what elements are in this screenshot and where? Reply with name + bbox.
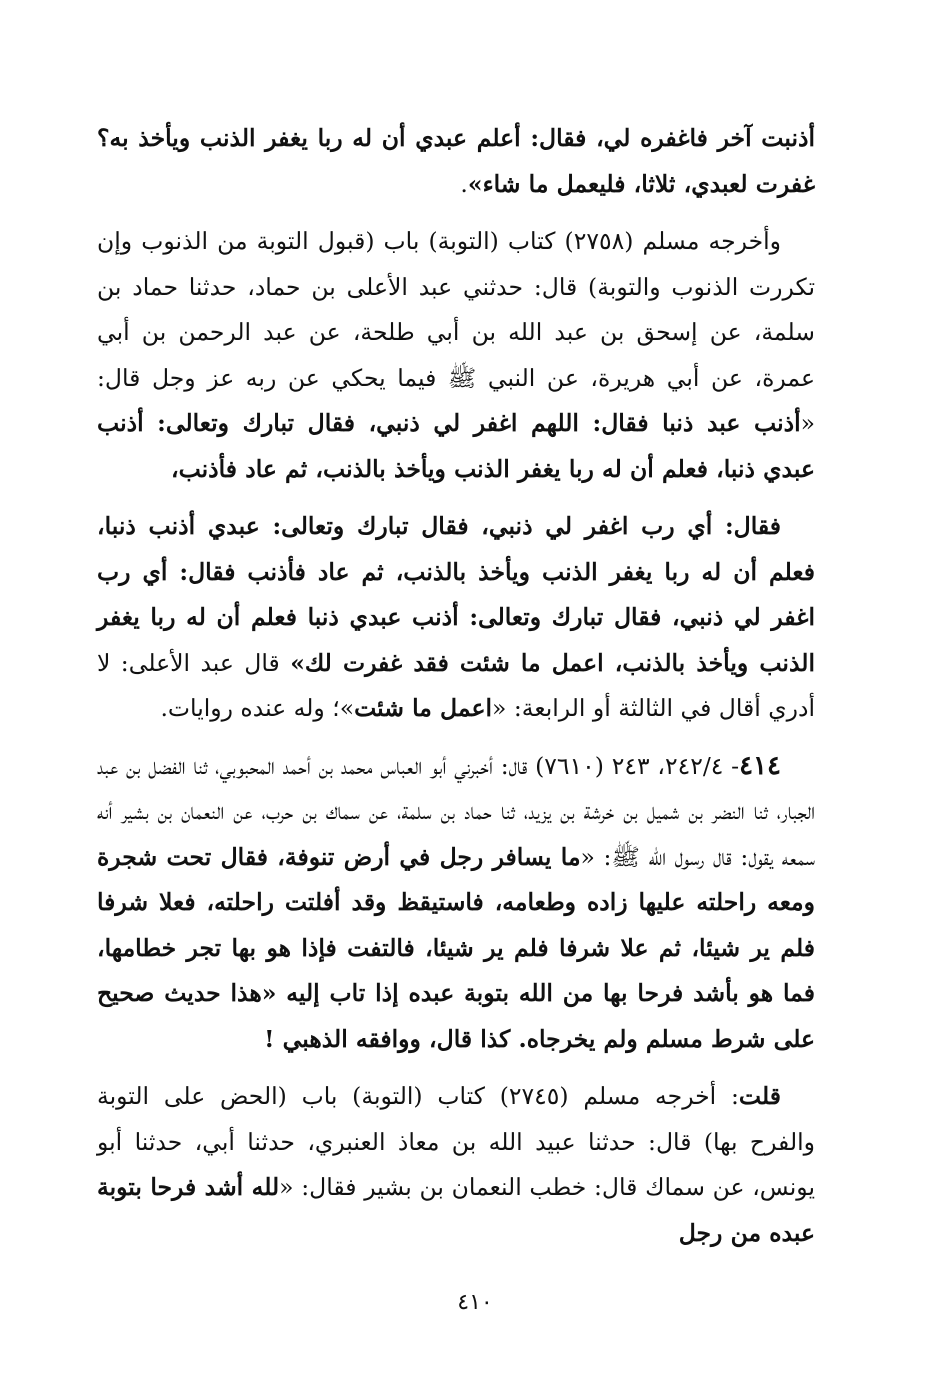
text-run: . [460,169,468,198]
paragraph-p4 [97,744,815,1063]
paragraph-p2 [97,219,815,492]
text-run: قال عبد الأعلى: لا أدري أقال في الثالثة أو الرابعة: « [97,648,815,722]
text-run: وأخرجه مسلم (٢٧٥٨) كتاب (التوبة) باب (قبول التوبة من الذنوب وإن تكررت الذنوب والتوبة) قال: حدثني عبد الأعلى بن حماد، حدثنا حماد بن سلمة، عن إسحق بن عبد الله بن أبي طلحة، عن عبد الرحمن بن أبي عمرة، عن أبي هريرة، عن النبي ﷺ فيما يحكي عن ربه عز وجل قال: « [97,227,815,437]
bold-text-run: ما يسافر رجل في أرض تنوفة، فقال تحت شجرة ومعه راحلته عليها زاده وطعامه، فاستيقظ وقد أفلتت راحلته، فعلا شرفا فلم ير شيئا، ثم علا شرفا فلم ير شيئا، فالتفت فإذا هو بها تجر خطامها، فما هو بأشد فرحا بها من الله بتوبة عبده إذا تاب إليه «هذا حديث صحيح على شرط مسلم ولم يخرجاه. كذا قال، ووافقه الذهبي ! [97,842,815,1053]
text-run: - ٢٤٢/٤، ٢٤٣ (٧٦١٠) قال: أخبرني أبو العباس محمد بن أحمد المحبوبي، ثنا الفضل بن عبد الجبار، ثنا النضر بن شميل بن خرشة بن يزيد، ثنا حماد بن سلمة، عن سماك بن حرب، عن النعمان بن بشير أنه سمعه يقول: قال رسول الله ﷺ: « [97,751,815,871]
text-run: : أخرجه مسلم (٢٧٤٥) كتاب (التوبة) باب (الحض على التوبة والفرح بها) قال: حدثنا عبيد الله بن معاذ العنبري، حدثنا أبي، حدثنا أبو يونس، عن سماك قال: خطب النعمان بن بشير فقال: « [97,1082,815,1201]
hadith-number: ٤١٤ [739,750,781,781]
bold-text-run: اعمل ما شئت [354,694,492,722]
bold-text-run: أذنبت آخر فاغفره لي، فقال: أعلم عبدي أن له ربا يغفر الذنب ويأخذ به؟ غفرت لعبدي، ثلاثا، فليعمل ما شاء» [97,124,815,198]
bold-text-run: فقال: أي رب اغفر لي ذنبي، فقال تبارك وتعالى: عبدي أذنب ذنبا، فعلم أن له ربا يغفر الذنب ويأخذ بالذنب، ثم عاد فأذنب فقال: أي رب اغفر لي ذنبي، فقال تبارك وتعالى: أذنب عبدي ذنبا فعلم أن له ربا يغفر الذنب ويأخذ بالذنب، اعمل ما شئت فقد غفرت لك» [97,512,815,677]
bold-text-run: قلت [738,1082,781,1110]
text-run: »؛ وله عنده روايات. [160,694,355,722]
bold-text-run: لله أشد فرحا بتوبة عبده من رجل [97,1173,815,1247]
page-number: ٤١٠ [457,1290,493,1315]
bold-text-run: أذنب عبد ذنبا فقال: اللهم اغفر لي ذنبي، فقال تبارك وتعالى: أذنب عبدي ذنبا، فعلم أن له ربا يغفر الذنب ويأخذ بالذنب، ثم عاد فأذنب، [97,409,815,483]
paragraph-p5 [97,1074,815,1256]
paragraph-p3 [97,504,815,732]
paragraph-p1 [97,116,815,207]
page-body [97,116,815,1256]
